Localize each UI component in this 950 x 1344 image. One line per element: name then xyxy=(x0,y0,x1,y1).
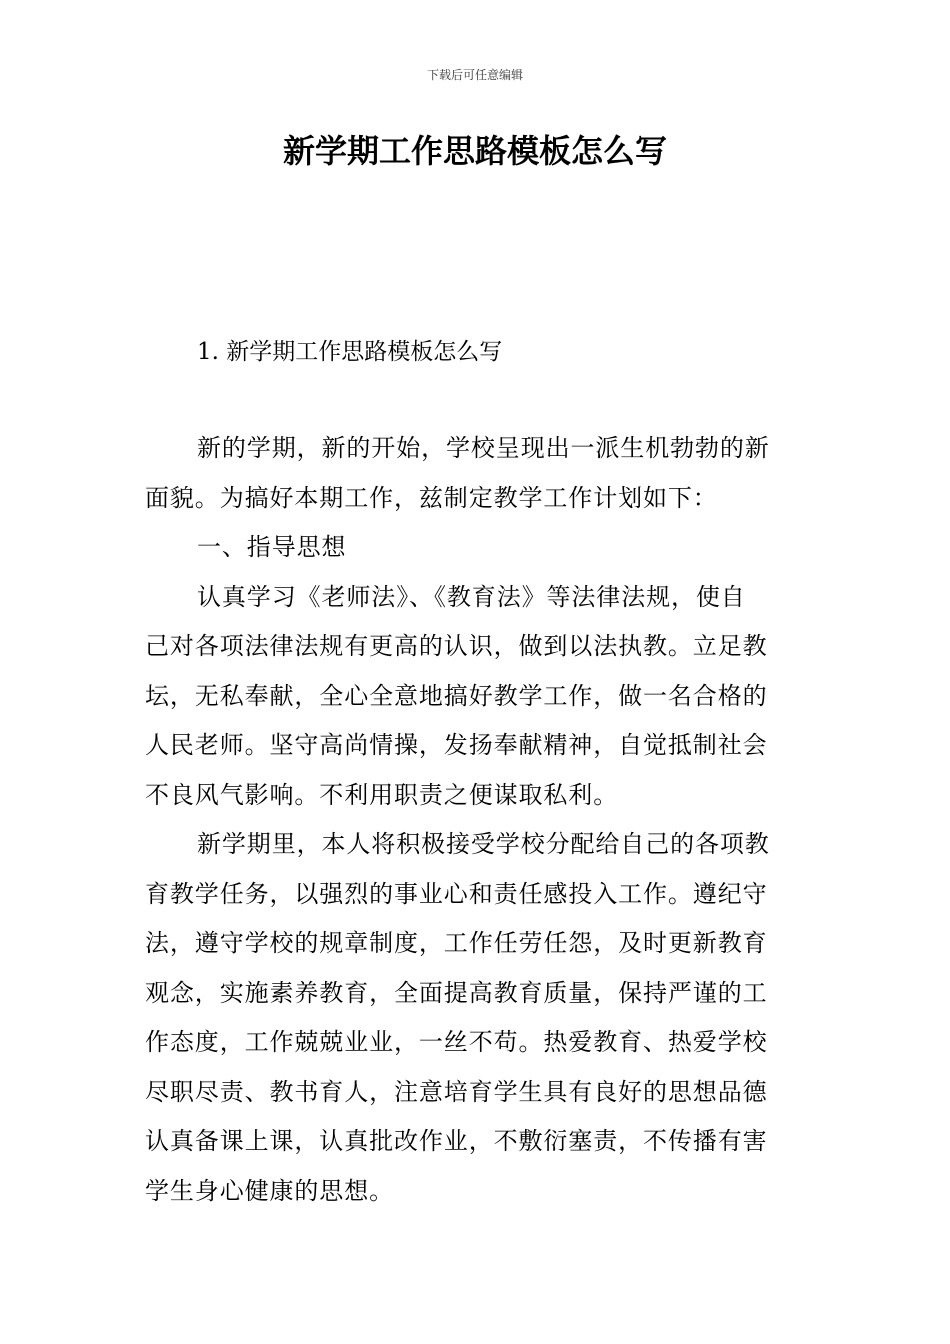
paragraph-line: 新学期里，本人将积极接受学校分配给自己的各项教 xyxy=(197,830,770,858)
section-heading: 1. 新学期工作思路模板怎么写 xyxy=(197,339,503,365)
paragraph-line: 新的学期，新的开始，学校呈现出一派生机勃勃的新 xyxy=(197,434,770,462)
header-note: 下载后可任意编辑 xyxy=(426,68,523,82)
paragraph-line: 尽职尽责、教书育人，注意培育学生具有良好的思想品德 xyxy=(145,1077,768,1106)
paragraph-line: 人民老师。坚守高尚情操，发扬奉献精神，自觉抵制社会 xyxy=(145,731,768,759)
paragraph-line: 法，遵守学校的规章制度，工作任劳任怨，及时更新教育 xyxy=(145,929,768,957)
document-title: 新学期工作思路模板怎么写 xyxy=(282,132,667,170)
paragraph-line: 观念，实施素养教育，全面提高教育质量，保持严谨的工 xyxy=(145,978,768,1007)
paragraph-line: 育教学任务，以强烈的事业心和责任感投入工作。遵纪守 xyxy=(145,879,768,908)
paragraph-line: 认真学习《老师法》、《教育法》等法律法规，使自 xyxy=(197,582,746,611)
paragraph-line: 面貌。为搞好本期工作，兹制定教学工作计划如下： xyxy=(145,483,718,512)
paragraph-line: 认真备课上课，认真批改作业，不敷衍塞责，不传播有害 xyxy=(145,1127,768,1155)
body-text xyxy=(145,424,810,1216)
paragraph-line: 学生身心健康的思想。 xyxy=(145,1176,394,1205)
paragraph-line: 不良风气影响。不利用职责之便谋取私利。 xyxy=(145,780,619,809)
paragraph-line: 坛，无私奉献，全心全意地搞好教学工作，做一名合格的 xyxy=(145,681,768,710)
paragraph-line: 作态度，工作兢兢业业，一丝不苟。热爱教育、热爱学校 xyxy=(145,1028,768,1056)
subheading-guiding-thought: 一、指导思想 xyxy=(197,533,347,561)
paragraph-line: 己对各项法律法规有更高的认识，做到以法执教。立足教 xyxy=(145,632,768,660)
